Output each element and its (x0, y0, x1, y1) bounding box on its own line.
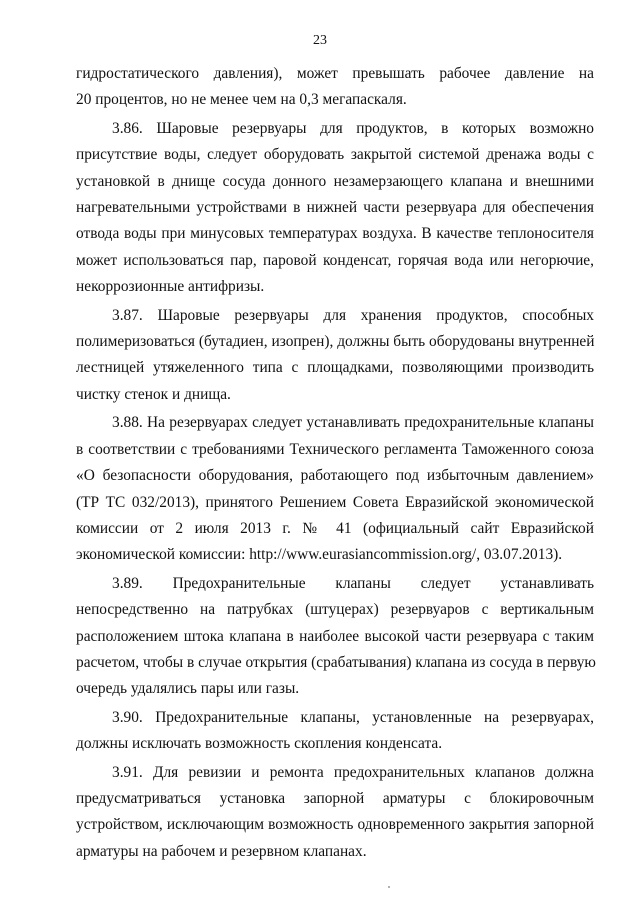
text-line: расположением штока клапана в наиболее высокой части резервуара с таким (76, 627, 594, 645)
text-line: непосредственно на патрубках (штуцерах) резервуаров с вертикальным (76, 601, 594, 619)
text-line: 3.91. Для ревизии и ремонта предохранительных клапанов должна (112, 763, 594, 781)
paragraph-continued (76, 61, 594, 114)
text-line: гидростатического давления), может превышать рабочее давление на (76, 65, 594, 82)
text-line: должны исключать возможность скопления конденсата. (76, 735, 443, 753)
text-line: чистку стенок и днища. (76, 385, 231, 403)
paragraph-3-86 (76, 116, 594, 301)
text-line: лестницей утяжеленного типа с площадками, позволяющими производить (76, 359, 594, 377)
paragraph-3-87 (76, 303, 594, 409)
text-line: 3.88. На резервуарах следует устанавливать предохранительные клапаны (112, 414, 594, 432)
text-line: 3.86. Шаровые резервуары для продуктов, в которых возможно (112, 119, 594, 137)
text-line: комиссии от 2 июля 2013 г. № 41 (официальный сайт Евразийской (76, 519, 594, 537)
text-line: «О безопасности оборудования, работающего под избыточным давлением» (76, 467, 594, 485)
text-line: полимеризоваться (бутадиен, изопрен), должны быть оборудованы внутренней (76, 333, 595, 351)
text-line: очередь удалялись пары или газы. (76, 680, 300, 698)
paragraph-3-91 (76, 760, 594, 866)
text-line: может использоваться пар, паровой конденсат, горячая вода или негорючие, (76, 251, 594, 269)
text-line: в соответствии с требованиями Технического регламента Таможенного союза (76, 440, 594, 458)
scan-speck (388, 886, 390, 888)
text-line: предусматриваться установка запорной арматуры с блокировочным (76, 789, 594, 807)
paragraph-3-90 (76, 705, 594, 758)
text-line: (ТР ТС 032/2013), принятого Решением Совета Евразийской экономической (76, 493, 594, 511)
text-line: 20 процентов, но не менее чем на 0,3 мегапаскаля. (76, 91, 407, 109)
paragraph-3-89 (76, 571, 594, 703)
text-line: присутствие воды, следует оборудовать закрытой системой дренажа воды с (76, 146, 594, 164)
text-line: отвода воды при минусовых температурах воздуха. В качестве теплоносителя (76, 225, 594, 243)
paragraph-3-88 (76, 410, 594, 568)
page-number: 23 (313, 33, 327, 48)
text-line: некоррозионные антифризы. (76, 278, 265, 296)
text-line: экономической комиссии: http://www.eurasiancommission.org/, 03.07.2013). (76, 546, 563, 564)
text-line: устройством, исключающим возможность одновременного закрытия запорной (76, 816, 594, 834)
text-line: 3.87. Шаровые резервуары для хранения продуктов, способных (112, 306, 594, 324)
text-line: 3.89. Предохранительные клапаны следует устанавливать (112, 574, 594, 592)
text-line: 3.90. Предохранительные клапаны, установленные на резервуарах, (112, 708, 594, 726)
text-line: установкой в днище сосуда донного незамерзающего клапана и внешними (76, 172, 594, 190)
document-body (76, 61, 594, 867)
text-line: нагревательными устройствами в нижней части резервуара для обеспечения (76, 199, 594, 217)
text-line: арматуры на рабочем и резервном клапанах. (76, 842, 367, 860)
text-line: расчетом, чтобы в случае открытия (срабатывания) клапана из сосуда в первую (76, 653, 596, 671)
